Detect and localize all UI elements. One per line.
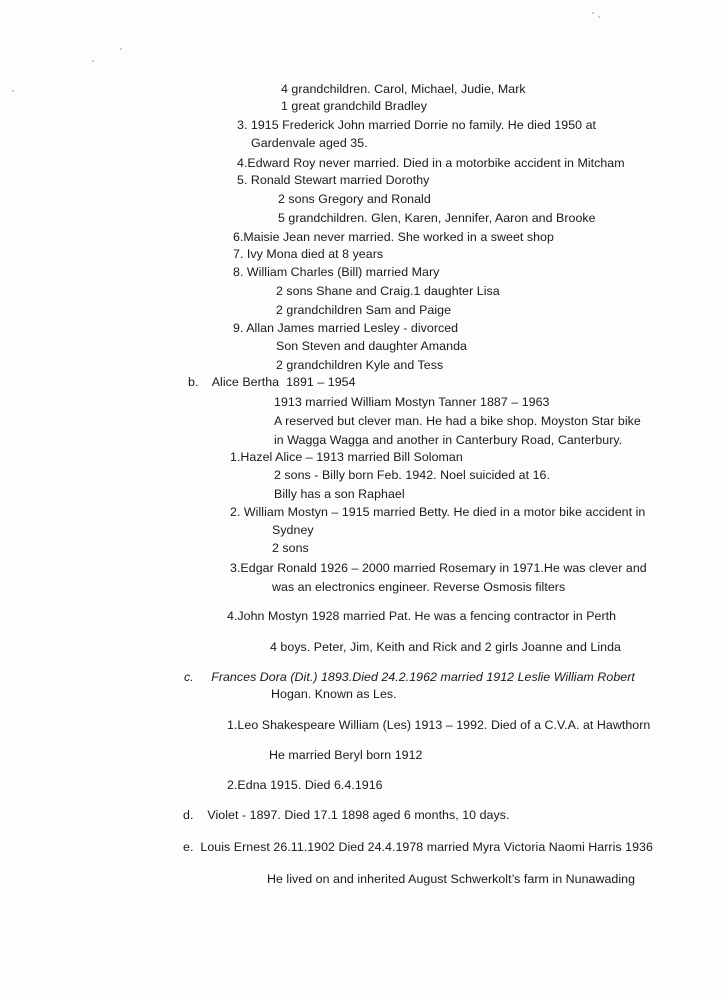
text-line: 2 grandchildren Sam and Paige xyxy=(276,303,452,317)
text-line: 6.Maisie Jean never married. She worked in a sweet shop xyxy=(233,230,554,244)
text-line: A reserved but clever man. He had a bike shop. Moyston Star bike xyxy=(274,414,641,428)
text-line: c. Frances Dora (Dit.) 1893.Died 24.2.1962 married 1912 Leslie William Robert xyxy=(184,670,635,684)
text-line: Hogan. Known as Les. xyxy=(271,687,397,701)
text-line: Sydney xyxy=(272,523,314,537)
text-line: 4.Edward Roy never married. Died in a motorbike accident in Mitcham xyxy=(237,156,625,170)
scan-speck xyxy=(598,16,600,18)
text-line: in Wagga Wagga and another in Canterbury Road, Canterbury. xyxy=(274,433,623,447)
text-line: 4 grandchildren. Carol, Michael, Judie, Mark xyxy=(281,82,526,96)
text-line: He lived on and inherited August Schwerkolt’s farm in Nunawading xyxy=(267,872,636,886)
text-line: 3.Edgar Ronald 1926 – 2000 married Rosemary in 1971.He was clever and xyxy=(230,561,647,575)
text-line: 2.Edna 1915. Died 6.4.1916 xyxy=(227,778,383,792)
text-line: 5. Ronald Stewart married Dorothy xyxy=(237,173,430,187)
text-line: 2 sons xyxy=(272,541,309,555)
text-line: 2 grandchildren Kyle and Tess xyxy=(276,358,444,372)
text-line: 3. 1915 Frederick John married Dorrie no family. He died 1950 at xyxy=(237,118,597,132)
text-line: 4 boys. Peter, Jim, Keith and Rick and 2 girls Joanne and Linda xyxy=(270,640,621,654)
text-line: 1 great grandchild Bradley xyxy=(281,99,427,113)
text-line: was an electronics engineer. Reverse Osmosis filters xyxy=(272,580,566,594)
text-line: 1.Hazel Alice – 1913 married Bill Soloman xyxy=(230,450,463,464)
text-line: Son Steven and daughter Amanda xyxy=(276,339,467,353)
text-line: 2 sons Shane and Craig.1 daughter Lisa xyxy=(276,284,500,298)
text-line: 1.Leo Shakespeare William (Les) 1913 – 1992. Died of a C.V.A. at Hawthorn xyxy=(227,718,651,732)
text-line: He married Beryl born 1912 xyxy=(269,748,423,762)
text-line: 7. Ivy Mona died at 8 years xyxy=(233,247,384,261)
text-line: 4.John Mostyn 1928 married Pat. He was a fencing contractor in Perth xyxy=(227,609,617,623)
text-line: 2. William Mostyn – 1915 married Betty. He died in a motor bike accident in xyxy=(230,505,646,519)
text-line: Gardenvale aged 35. xyxy=(251,136,368,150)
text-line: b. Alice Bertha 1891 – 1954 xyxy=(188,375,356,389)
text-line: d. Violet - 1897. Died 17.1 1898 aged 6 months, 10 days. xyxy=(183,808,510,822)
text-line: 2 sons - Billy born Feb. 1942. Noel suicided at 16. xyxy=(274,468,550,482)
text-line: 1913 married William Mostyn Tanner 1887 – 1963 xyxy=(274,395,550,409)
text-line: 8. William Charles (Bill) married Mary xyxy=(233,265,440,279)
scan-speck xyxy=(592,12,594,14)
scan-speck xyxy=(120,48,122,50)
text-line: 9. Allan James married Lesley - divorced xyxy=(233,321,459,335)
scan-speck xyxy=(92,60,94,62)
text-line: 2 sons Gregory and Ronald xyxy=(278,192,431,206)
text-line: 5 grandchildren. Glen, Karen, Jennifer, Aaron and Brooke xyxy=(278,211,596,225)
text-line: e. Louis Ernest 26.11.1902 Died 24.4.1978 married Myra Victoria Naomi Harris 1936 xyxy=(183,840,653,854)
text-line: Billy has a son Raphael xyxy=(274,487,405,501)
scan-speck xyxy=(12,90,14,92)
